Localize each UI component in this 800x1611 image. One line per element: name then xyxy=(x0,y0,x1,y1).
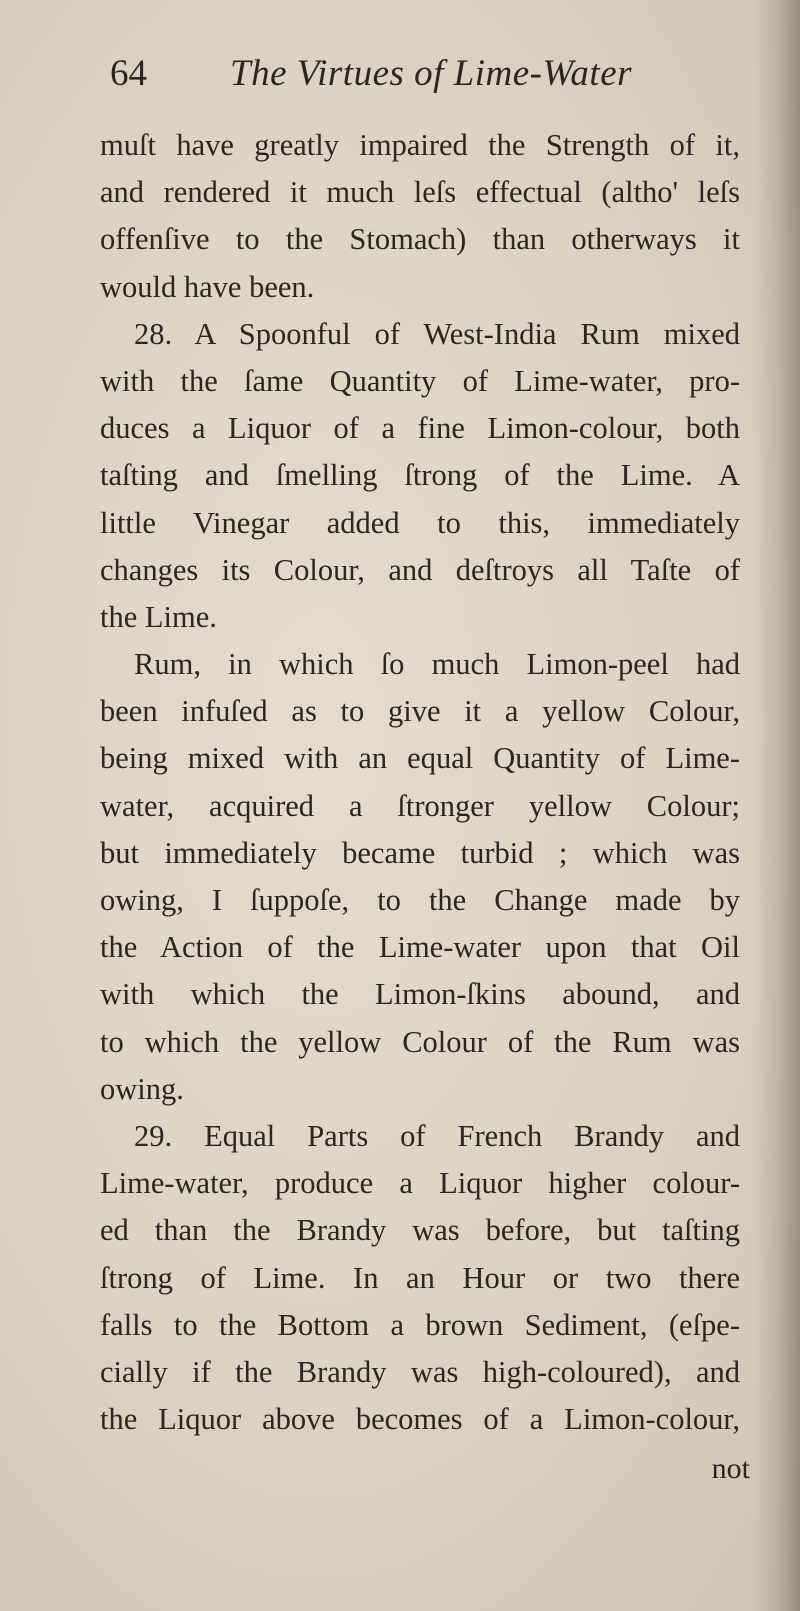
text-line: would have been. xyxy=(100,269,315,304)
text-line: falls to the Bottom a brown Sediment, (eſpe- xyxy=(100,1307,740,1342)
text-line: with which the Limon-ſkins abound, and xyxy=(100,977,740,1012)
text-line: the Action of the Lime-water upon that Oil xyxy=(100,930,740,965)
text-line: water, acquired a ſtronger yellow Colour; xyxy=(100,788,740,823)
text-line: muſt have greatly impaired the Strength of it, xyxy=(100,128,740,162)
text-line: 29. Equal Parts of French Brandy and xyxy=(134,1118,740,1153)
text-line: duces a Liquor of a fine Limon-colour, both xyxy=(100,411,740,446)
text-line: and rendered it much leſs effectual (altho' leſs xyxy=(100,175,740,210)
text-line: changes its Colour, and deſtroys all Taſte of xyxy=(100,552,740,587)
text-line: 28. A Spoonful of West-India Rum mixed xyxy=(134,316,740,351)
text-line: taſting and ſmelling ſtrong of the Lime. A xyxy=(100,458,740,493)
text-line: cially if the Brandy was high-coloured), and xyxy=(100,1354,740,1389)
text-line: owing. xyxy=(100,1071,184,1106)
running-title: The Virtues of Lime-Water xyxy=(230,53,633,94)
text-line: been infuſed as to give it a yellow Colour, xyxy=(100,694,740,729)
page-header xyxy=(110,52,690,102)
text-line: being mixed with an equal Quantity of Lime- xyxy=(100,741,740,776)
page-body xyxy=(100,122,740,1443)
text-line: to which the yellow Colour of the Rum was xyxy=(100,1024,740,1059)
text-line: little Vinegar added to this, immediately xyxy=(100,505,740,540)
text-line: but immediately became turbid ; which was xyxy=(100,835,740,870)
text-line: offenſive to the Stomach) than otherways it xyxy=(100,222,740,257)
text-line: owing, I ſuppoſe, to the Change made by xyxy=(100,883,740,917)
text-line: Rum, in which ſo much Limon-peel had xyxy=(134,647,740,682)
text-line: ed than the Brandy was before, but taſting xyxy=(100,1213,740,1248)
page-number: 64 xyxy=(110,53,147,94)
text-line: the Lime. xyxy=(100,599,217,634)
text-line: ſtrong of Lime. In an Hour or two there xyxy=(100,1260,740,1295)
spine-shadow xyxy=(754,0,800,1611)
text-line: with the ſame Quantity of Lime-water, pro- xyxy=(100,363,740,398)
text-line: the Liquor above becomes of a Limon-colour, xyxy=(100,1402,740,1437)
text-line: Lime-water, produce a Liquor higher colour- xyxy=(100,1166,740,1201)
catchword: not xyxy=(711,1452,750,1485)
